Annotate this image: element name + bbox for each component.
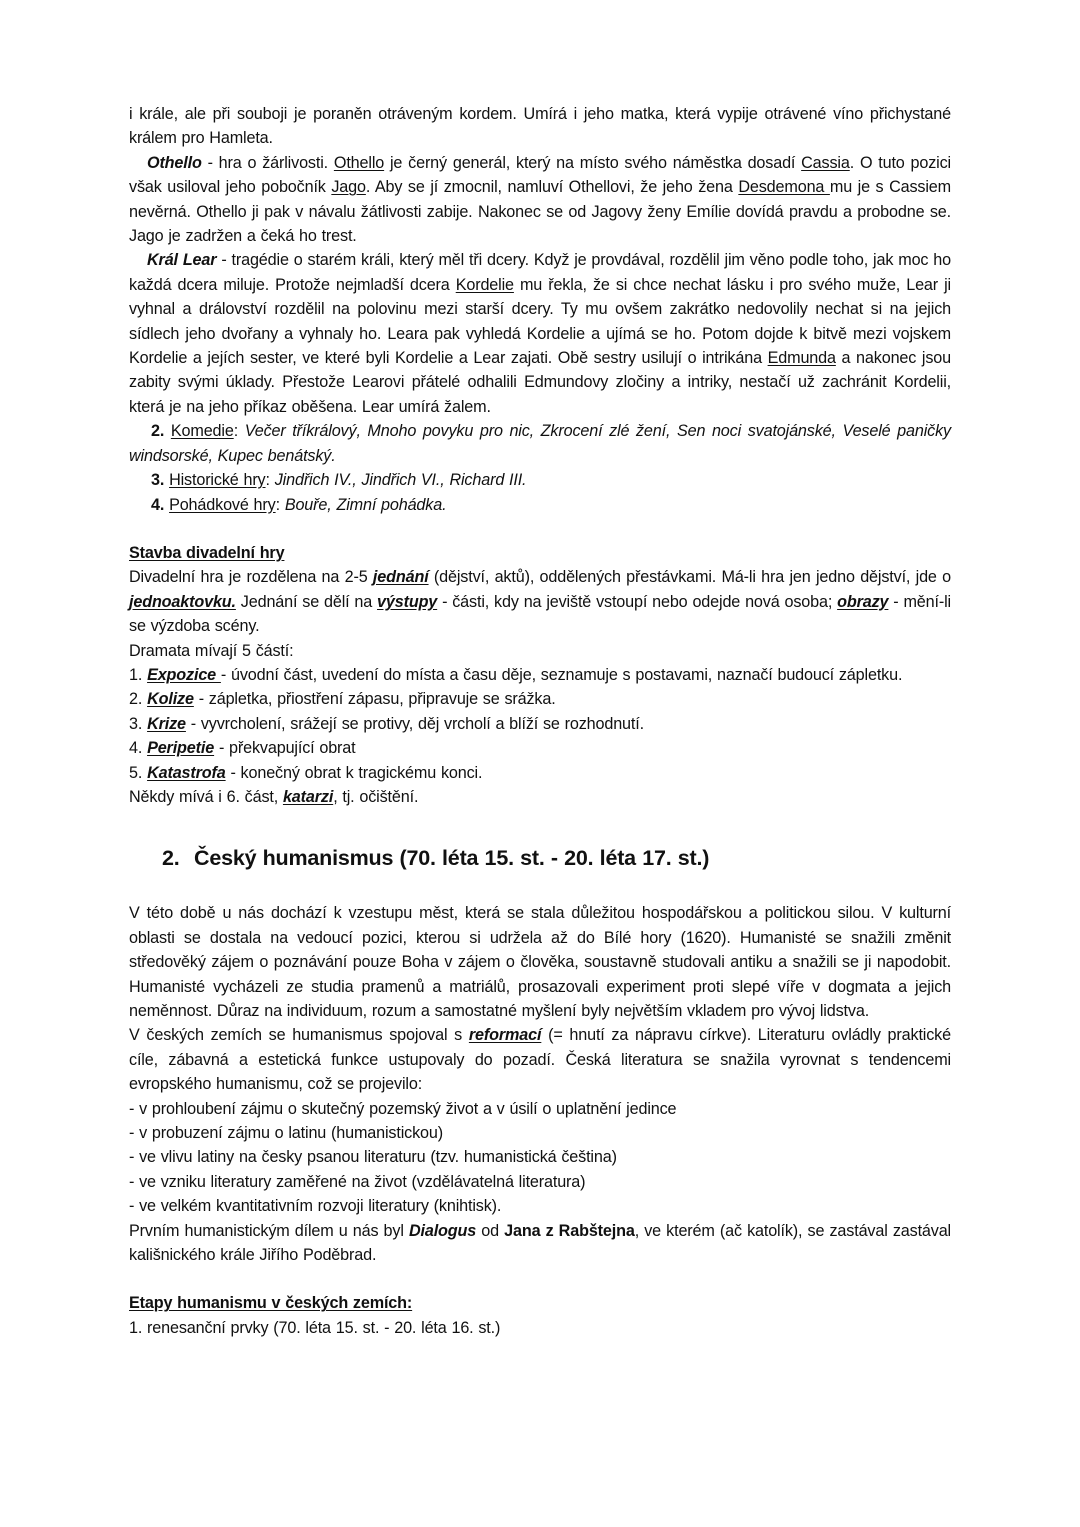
- humanism-bullet: - v prohloubení zájmu o skutečný pozemský život a v úsilí o uplatnění jedince: [129, 1099, 677, 1118]
- drama-part-term: Katastrofa: [147, 763, 226, 782]
- genre-comedy: 2. Komedie: Večer tříkrálový, Mnoho povyku pro nic, Zkrocení zlé žení, Sen noci svatojánské, Veselé paničky windsorské, Kupec benátský.: [129, 422, 951, 465]
- humanism-paragraph-1: V této době u nás dochází k vzestupu měst, která se stala důležitou hospodářskou a politickou silou. V kulturní oblasti se dostala na vedoucí pozici, kterou si udržela až do Bílé hory (1620). Humanisté se snažili změnit středověký zájem o poznávání pouze Boha v zájem o člověka, soustavně studovali antiku a snažili se ji napodobit. Humanisté vycházeli ze studia pramenů a matriálů, prosazovali experiment proti slepé víře v dogmata a jejich neměnnost. Důraz na individuum, rozum a samostatné myšlení byly největším vkladem pro vývoj lidstva.: [129, 904, 951, 1020]
- stavba-paragraph: Divadelní hra je rozdělena na 2-5 jednání (dějství, aktů), oddělených přestávkami. Má-li hra jen jedno dějství, jde o jednoaktovku. Jednání se dělí na výstupy - části, kdy na jeviště vstoupí nebo odejde nová osoba; obrazy - mění-li se výzdoba scény.: [129, 568, 951, 636]
- genre-works: Jindřich IV., Jindřich VI., Richard III.: [274, 471, 527, 490]
- humanism-bullet: - v probuzení zájmu o latinu (humanistickou): [129, 1124, 444, 1143]
- king-lear-paragraph: Král Lear - tragédie o starém králi, který měl tři dcery. Když je provdával, rozdělil jim věno podle toho, jak moc ho každá dcera miluje. Protože nejmladší dcera Kordelie mu řekla, že si chce nechat lásku i pro svého muže, Lear ji vyhnal a drálovství rozdělil na polovinu mezi starší dcery. Ty mu ovšem zakrátko nedovolily nechat si na jejich sídlech jeho dvořany a vyhnaly ho. Leara pak vyhledá Kordelie a ujímá se ho. Potom dojde k bitvě mezi vojskem Kordelie a jejích sester, ve které byli Kordelie a Lear zajati. Obě sestry usilují o intrikána Edmunda a nakonec jsou zabity svými úklady. Přestože Learovi přátelé odhalili Edmundovy zločiny a intriky, nestačí už zachránit Kordelii, která je na jeho příkaz oběšena. Lear umírá žalem.: [129, 251, 951, 416]
- genre-label: Pohádkové hry: [169, 495, 276, 514]
- character-edmund: Edmunda: [767, 349, 836, 368]
- genre-works: Bouře, Zimní pohádka.: [284, 495, 447, 514]
- character-desdemona: Desdemona: [738, 178, 830, 197]
- humanism-bullet: - ve vzniku literatury zaměřené na život (vzdělávatelná literatura): [129, 1172, 586, 1191]
- humanism-bullet: - ve vlivu latiny na česky psanou literaturu (tzv. humanistická čeština): [129, 1148, 617, 1167]
- drama-part-item: 2. Kolize - zápletka, přiostření zápasu, připravuje se srážka.: [129, 690, 556, 709]
- genre-historical: 3. Historické hry: Jindřich IV., Jindřich VI., Richard III.: [151, 471, 527, 490]
- genre-works: Večer tříkrálový, Mnoho povyku pro nic, Zkrocení zlé žení, Sen noci svatojánské, Veselé paničky windsorské, Kupec benátský.: [129, 422, 951, 465]
- genre-label: Komedie: [170, 422, 234, 441]
- spacer: [129, 517, 951, 541]
- drama-part-item: 3. Krize - vyvrcholení, srážejí se protivy, děj vrcholí a blíží se rozhodnutí.: [129, 714, 644, 733]
- drama-part-term: Peripetie: [147, 739, 215, 758]
- character-jago: Jago: [331, 178, 366, 197]
- drama-part-term: Krize: [147, 714, 186, 733]
- king-lear-title: Král Lear: [147, 251, 217, 270]
- etapy-item: 1. renesanční prvky (70. léta 15. st. - 20. léta 16. st.): [129, 1318, 501, 1337]
- author-jan-z-rabstejna: Jana z Rabštejna: [504, 1221, 635, 1240]
- character-kordelie: Kordelie: [455, 275, 514, 294]
- humanism-paragraph-3: Prvním humanistickým dílem u nás byl Dialogus od Jana z Rabštejna, ve kterém (ač katolík), se zastával zastával kališnického krále Jiřího Poděbrad.: [129, 1221, 952, 1265]
- humanism-bullet: - ve velkém kvantitativním rozvoji literatury (knihtisk).: [129, 1197, 502, 1216]
- spacer: [129, 809, 951, 843]
- spacer: [129, 1267, 951, 1291]
- character-othello: Othello: [333, 153, 385, 172]
- drama-part-term: Kolize: [147, 690, 194, 709]
- parts-intro: Dramata mívají 5 částí:: [129, 641, 294, 660]
- genre-fairytale: 4. Pohádkové hry: Bouře, Zimní pohádka.: [151, 495, 447, 514]
- drama-part-term: Expozice: [147, 665, 221, 684]
- drama-part-item: 4. Peripetie - překvapující obrat: [129, 739, 356, 758]
- work-dialogus: Dialogus: [408, 1221, 477, 1240]
- spacer: [129, 873, 951, 901]
- etapy-heading: Etapy humanismu v českých zemích:: [129, 1294, 413, 1313]
- stavba-heading: Stavba divadelní hry: [129, 543, 285, 562]
- term-vystupy: výstupy: [377, 592, 438, 611]
- term-jednani: jednání: [372, 568, 429, 587]
- genre-label: Historické hry: [169, 471, 266, 490]
- othello-title: Othello: [147, 153, 202, 172]
- drama-part-item: 1. Expozice - úvodní část, uvedení do místa a času děje, seznamuje s postavami, naznačí budoucí zápletku.: [129, 665, 903, 684]
- term-obrazy: obrazy: [837, 592, 889, 611]
- term-jednoaktovka: jednoaktovku.: [129, 592, 236, 611]
- hamlet-ending-paragraph: i krále, ale při souboji je poraněn otráveným kordem. Umírá i jeho matka, která vypije otrávené víno přichystané králem pro Hamleta.: [129, 105, 951, 148]
- drama-part-item: 5. Katastrofa - konečný obrat k tragickému konci.: [129, 763, 483, 782]
- othello-paragraph: Othello - hra o žárlivosti. Othello je černý generál, který na místo svého náměstka dosadí Cassia. O tuto pozici však usiloval jeho pobočník Jago. Aby se jí zmocnil, namluví Othellovi, že jeho žena Desdemona mu je s Cassiem nevěrná. Othello ji pak v návalu žátlivosti zabije. Nakonec se od Jagovy ženy Emílie dovídá pravdu a probodne se. Jago je zadržen a čeká ho trest.: [129, 153, 951, 246]
- section-heading-czech-humanism: 2. Český humanismus (70. léta 15. st. - 20. léta 17. st.): [162, 846, 710, 871]
- katarze-line: Někdy mívá i 6. část, katarzi, tj. očištění.: [129, 787, 419, 806]
- document-page: [129, 102, 951, 1340]
- humanism-paragraph-2: V českých zemích se humanismus spojoval s reformací (= hnutí za nápravu církve). Literaturu ovládly praktické cíle, zábavná a estetická funkce ustupovaly do pozadí. Česká literatura se snažila vyrovnat s tendencemi evropského humanismu, což se projevilo:: [129, 1026, 951, 1094]
- term-reformace: reformací: [468, 1026, 542, 1045]
- term-katarze: katarzi: [282, 787, 334, 806]
- character-cassio: Cassia: [801, 153, 850, 172]
